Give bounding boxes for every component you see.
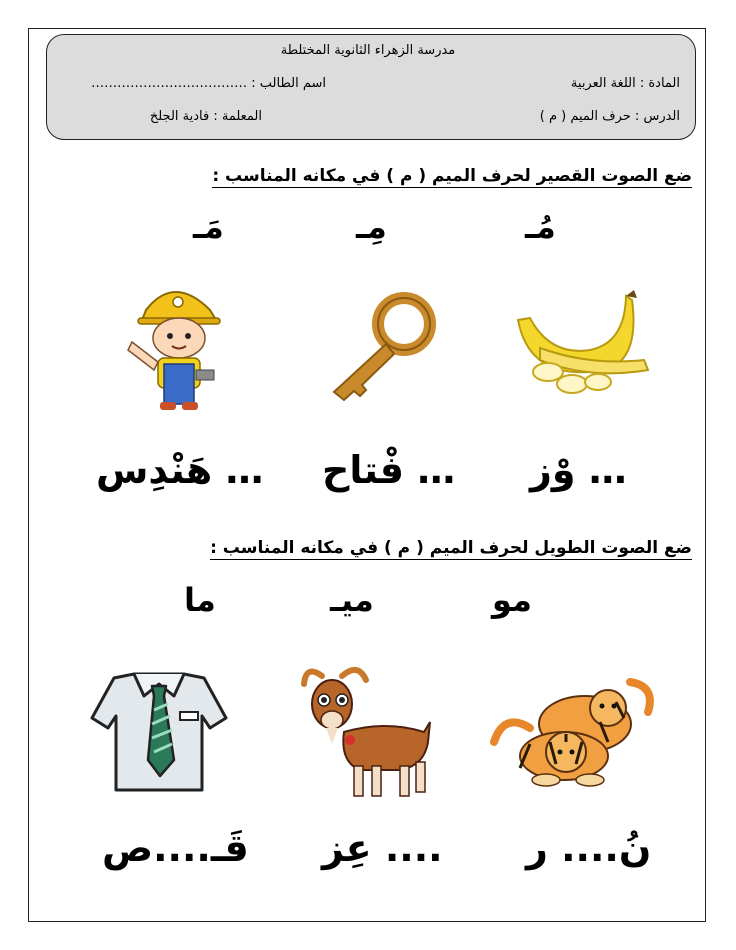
option-fatha: مَـ (193, 208, 224, 246)
shirt-picture (88, 666, 230, 796)
key-picture (318, 292, 438, 407)
section1-instruction: ضع الصوت القصير لحرف الميم ( م ) في مكانه المناسب : (212, 166, 692, 186)
option-alif: ما (184, 581, 216, 619)
student-name-field: اسم الطالب : ……………………………… (91, 76, 326, 91)
option-kasra: مِـ (356, 208, 387, 246)
word-key: … فْتاح (322, 448, 456, 492)
tiger-picture (490, 672, 660, 790)
word-goat: .... عِز (322, 826, 443, 870)
subject-label: المادة : اللغة العربية (570, 76, 680, 91)
option-ya: ميـ (330, 581, 374, 619)
goat-picture (296, 662, 440, 804)
word-engineer: … هَنْدِس (96, 448, 264, 492)
word-banana: … وْز (530, 448, 627, 492)
school-name: مدرسة الزهراء الثانوية المختلطة (280, 43, 456, 58)
teacher-name: المعلمة : فادية الجلخ (149, 109, 262, 124)
engineer-picture (124, 280, 234, 412)
word-shirt: قَـ....ص (102, 826, 249, 870)
banana-picture (510, 288, 660, 398)
option-damma: مُـ (525, 208, 556, 246)
lesson-label: الدرس : حرف الميم ( م ) (539, 109, 680, 124)
option-waw: مو (492, 581, 532, 619)
section2-instruction: ضع الصوت الطويل لحرف الميم ( م ) في مكانه المناسب : (210, 538, 692, 558)
word-tiger: نُ.... ر (526, 826, 652, 870)
